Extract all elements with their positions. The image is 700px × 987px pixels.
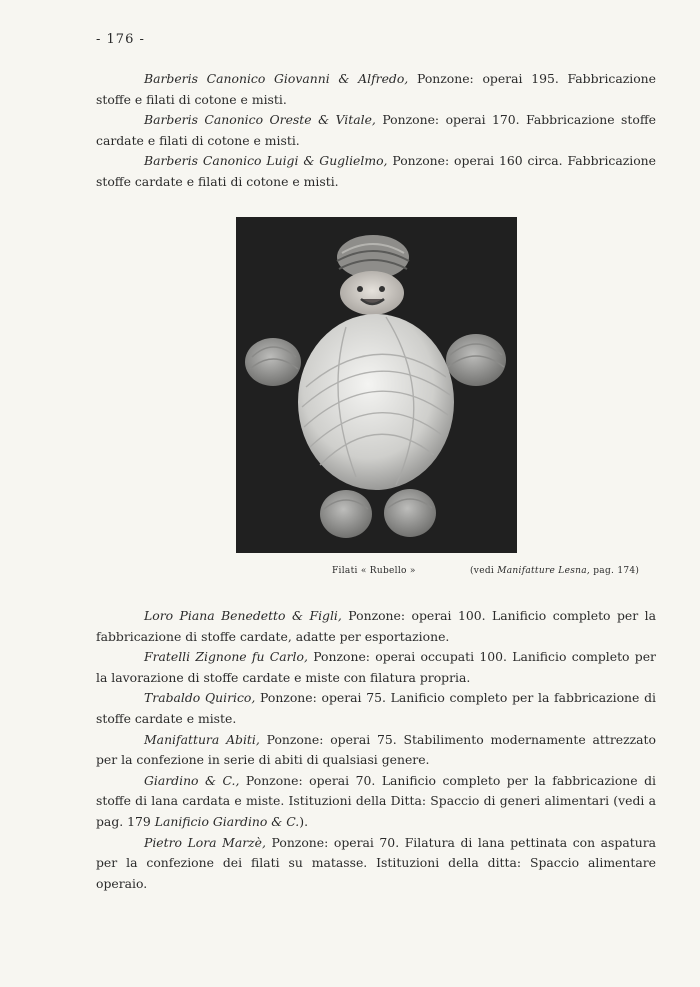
figure-reference <box>470 566 639 576</box>
reference-suffix: pag. 174) <box>590 566 640 576</box>
company-name: Trabaldo Quirico, <box>144 690 256 706</box>
entries-top <box>96 69 656 193</box>
entry-paragraph <box>96 730 656 771</box>
company-name: Loro Piana Benedetto & Figli, <box>144 608 342 623</box>
photo-yarn-doll <box>236 217 517 553</box>
entry-text: Ponzone: operai 75. Lanificio completo per la fabbricazione di stoffe cardate e miste. <box>96 690 656 726</box>
company-name: Barberis Canonico Luigi & Guglielmo, <box>144 153 388 169</box>
entry-text: Ponzone: operai 195. Fabbricazione stoffe e filati di cotone e misti. <box>96 71 656 107</box>
reference-name: Manifatture Lesna, <box>497 566 591 576</box>
entry-text: Ponzone: operai 70. Lanificio completo per la fabbricazione di stoffe di lana cardata e miste. Istituzioni della Ditta: Spaccio di generi alimentari (vedi a pag. 179 <box>96 772 656 829</box>
company-name-reference: Lanificio Giardino & C. <box>154 813 300 829</box>
entry-paragraph <box>96 69 656 110</box>
entry-paragraph <box>96 151 656 192</box>
entry-text: Ponzone: operai 160 circa. Fabbricazione stoffe cardate e filati di cotone e misti. <box>96 153 656 189</box>
yarn-doll-illustration <box>236 217 517 553</box>
entries-bottom <box>96 606 656 894</box>
company-name: Fratelli Zignone fu Carlo, <box>144 649 308 665</box>
company-name: Giardino & C., <box>144 772 240 788</box>
company-name: Manifattura Abiti, <box>144 731 260 747</box>
entry-paragraph <box>96 688 656 729</box>
company-name: Pietro Lora Marzè, <box>144 834 266 850</box>
figure-caption: Filati « Rubello » <box>332 566 416 576</box>
entry-text: Ponzone: operai 75. Stabilimento modernamente attrezzato per la confezione in serie di abiti di qualsiasi genere. <box>96 731 656 768</box>
page-number: - 176 - <box>96 32 145 47</box>
entry-paragraph <box>96 771 656 833</box>
entry-text: Ponzone: operai 100. Lanificio completo per la fabbricazione di stoffe cardate, adatte per esportazione. <box>96 608 656 644</box>
entry-paragraph <box>96 647 656 688</box>
entry-text: Ponzone: operai occupati 100. Lanificio completo per la lavorazione di stoffe cardate e miste con filatura propria. <box>96 649 656 685</box>
company-name: Barberis Canonico Oreste & Vitale, <box>144 112 376 128</box>
company-name: Barberis Canonico Giovanni & Alfredo, <box>144 71 409 86</box>
reference-prefix: (vedi <box>470 566 498 576</box>
entry-paragraph <box>96 606 656 647</box>
entry-text: Ponzone: operai 70. Filatura di lana pettinata con aspatura per la confezione dei filati su matasse. Istituzioni della ditta: Spaccio alimentare operaio. <box>96 834 657 891</box>
entry-paragraph <box>96 833 656 895</box>
entry-text-end: ). <box>299 813 309 829</box>
entry-paragraph <box>96 110 656 151</box>
entry-text: Ponzone: operai 170. Fabbricazione stoffe cardate e filati di cotone e misti. <box>96 112 656 148</box>
